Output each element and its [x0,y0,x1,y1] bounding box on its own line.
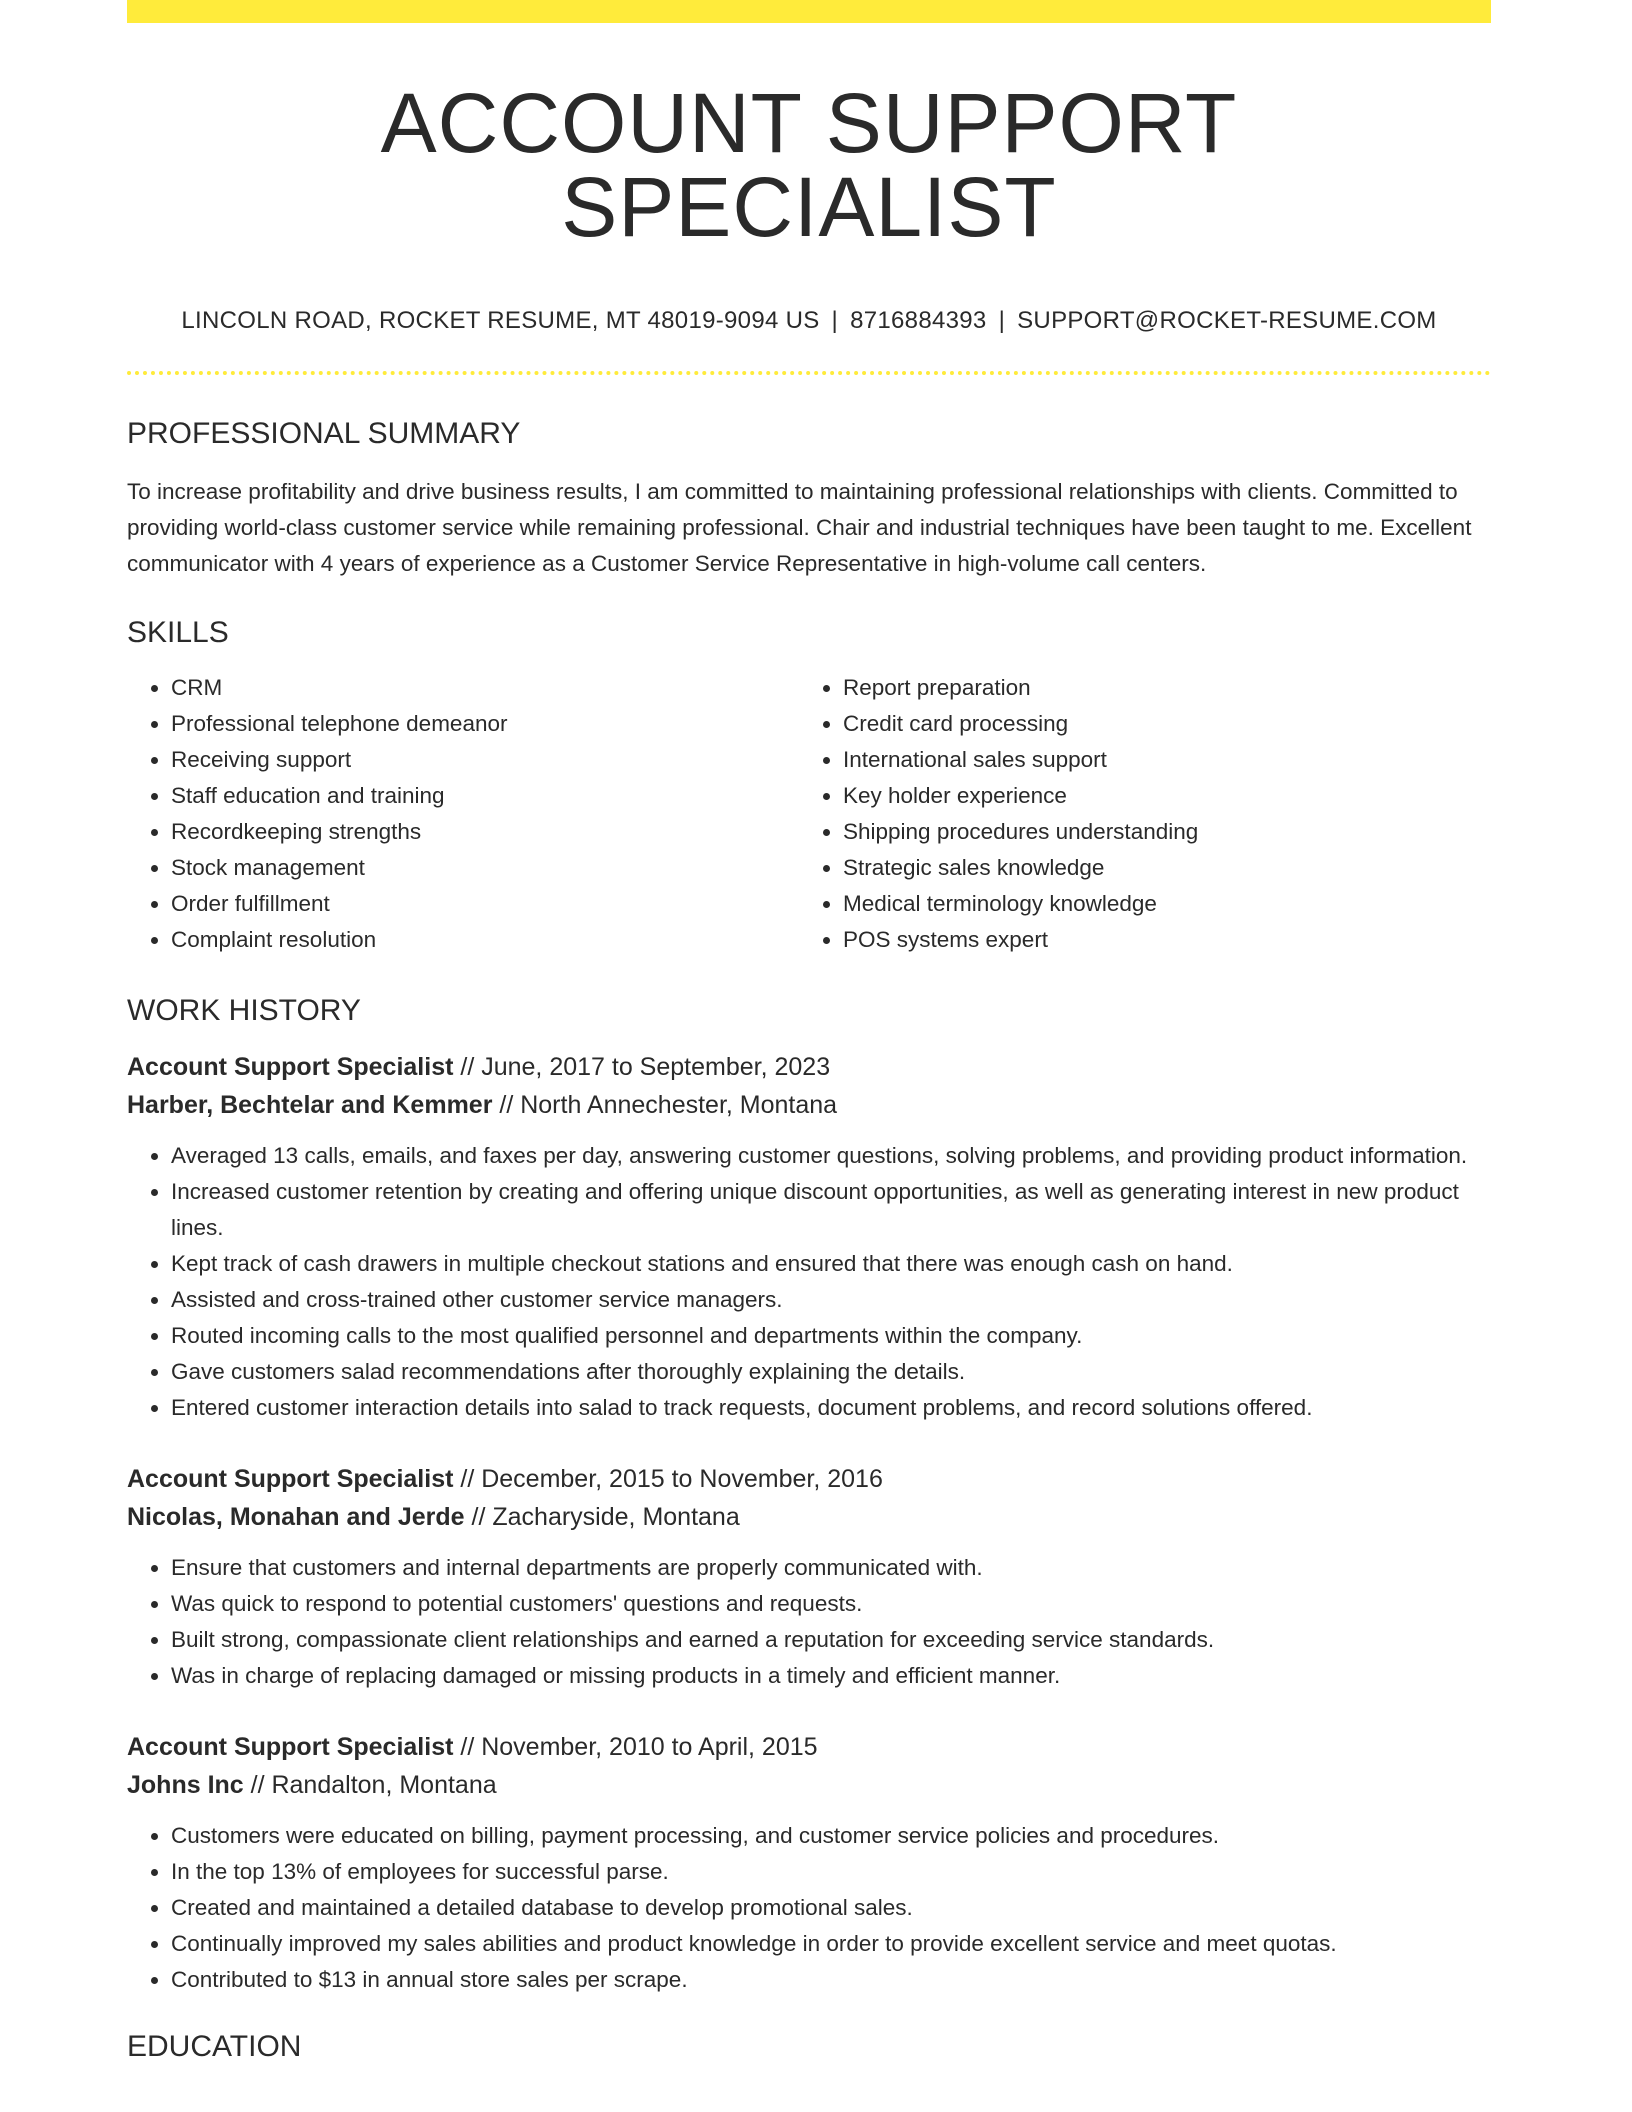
job-title-line [127,1728,1491,1766]
skill-item: • POS systems expert [843,922,1463,958]
job-role: Account Support Specialist [127,1053,454,1081]
job-role: Account Support Specialist [127,1733,454,1761]
job-company-line [127,1086,1491,1124]
skill-item: • Shipping procedures understanding [843,814,1463,850]
job-location: // Zacharyside, Montana [464,1503,740,1531]
education-heading: EDUCATION [127,2030,302,2063]
job-entry [127,1460,1491,1694]
job-company-line [127,1498,1491,1536]
summary-text: To increase profitability and drive business results, I am committed to maintaining professional relationships with clients. Committed to providing world-class customer service while remaining professional. Chair and industrial techniques have been taught to me. Excellent communicator with 4 years of experience as a Customer Service Representative in high-volume call centers. [127,479,1472,576]
job-bullet: • In the top 13% of employees for successful parse. [171,1854,1491,1890]
job-bullet: • Customers were educated on billing, payment processing, and customer service policies and procedures. [171,1818,1491,1854]
job-company-line [127,1766,1491,1804]
job-location: // Randalton, Montana [243,1771,497,1799]
job-bullet: • Entered customer interaction details into salad to track requests, document problems, and record solutions offered. [171,1390,1491,1426]
contact-email: SUPPORT@ROCKET-RESUME.COM [1017,307,1437,334]
skill-item: • Report preparation [843,670,1463,706]
summary-heading: PROFESSIONAL SUMMARY [127,417,521,450]
contact-phone: 8716884393 [850,307,987,334]
skill-item: • Order fulfillment [171,886,799,922]
skill-item: • Key holder experience [843,778,1463,814]
contact-separator: | [831,307,839,334]
skills-column-left [127,670,799,958]
skills-heading: SKILLS [127,616,229,649]
skill-item: • Credit card processing [843,706,1463,742]
skill-item: • Complaint resolution [171,922,799,958]
job-dates: // December, 2015 to November, 2016 [453,1465,883,1493]
skill-item: • International sales support [843,742,1463,778]
job-company: Harber, Bechtelar and Kemmer [127,1091,493,1119]
job-bullet: • Kept track of cash drawers in multiple checkout stations and ensured that there was enough cash on hand. [171,1246,1491,1282]
accent-bar [127,0,1491,23]
job-dates: // June, 2017 to September, 2023 [453,1053,831,1081]
job-bullets [127,1818,1491,1998]
job-bullet: • Routed incoming calls to the most qualified personnel and departments within the company. [171,1318,1491,1354]
contact-line [127,309,1491,333]
resume-name: ACCOUNT SUPPORT SPECIALIST [380,76,1238,254]
job-bullet: • Averaged 13 calls, emails, and faxes per day, answering customer questions, solving problems, and providing product information. [171,1138,1491,1174]
job-title-line [127,1460,1491,1498]
skill-item: • Staff education and training [171,778,799,814]
job-bullets [127,1138,1491,1426]
skills-list [127,670,1491,958]
skill-item: • Receiving support [171,742,799,778]
skill-item: • Stock management [171,850,799,886]
job-bullet: • Ensure that customers and internal departments are properly communicated with. [171,1550,1491,1586]
skill-item: • Strategic sales knowledge [843,850,1463,886]
job-entry [127,1728,1491,1998]
job-bullet: • Built strong, compassionate client relationships and earned a reputation for exceeding service standards. [171,1622,1491,1658]
contact-separator: | [998,307,1006,334]
job-role: Account Support Specialist [127,1465,454,1493]
job-bullet: • Continually improved my sales abilities and product knowledge in order to provide excellent service and meet quotas. [171,1926,1491,1962]
dotted-divider [127,371,1491,375]
skill-item: • CRM [171,670,799,706]
job-bullet: • Gave customers salad recommendations after thoroughly explaining the details. [171,1354,1491,1390]
skill-item: • Medical terminology knowledge [843,886,1463,922]
job-location: // North Annechester, Montana [492,1091,838,1119]
job-bullet: • Was quick to respond to potential customers' questions and requests. [171,1586,1491,1622]
job-bullets [127,1550,1491,1694]
job-title-line [127,1048,1491,1086]
job-bullet: • Contributed to $13 in annual store sales per scrape. [171,1962,1491,1998]
job-bullet: • Was in charge of replacing damaged or missing products in a timely and efficient manner. [171,1658,1491,1694]
skills-column-right [799,670,1463,958]
work-history-heading: WORK HISTORY [127,994,361,1027]
contact-address: LINCOLN ROAD, ROCKET RESUME, MT 48019-9094 US [181,307,820,334]
job-dates: // November, 2010 to April, 2015 [453,1733,818,1761]
skill-item: • Recordkeeping strengths [171,814,799,850]
resume-page [127,0,1491,2062]
skill-item: • Professional telephone demeanor [171,706,799,742]
job-bullet: • Increased customer retention by creating and offering unique discount opportunities, as well as generating interest in new product lines. [171,1174,1491,1246]
job-company: Johns Inc [127,1771,244,1799]
job-company: Nicolas, Monahan and Jerde [127,1503,465,1531]
job-bullet: • Assisted and cross-trained other customer service managers. [171,1282,1491,1318]
job-entry [127,1048,1491,1426]
job-bullet: • Created and maintained a detailed database to develop promotional sales. [171,1890,1491,1926]
